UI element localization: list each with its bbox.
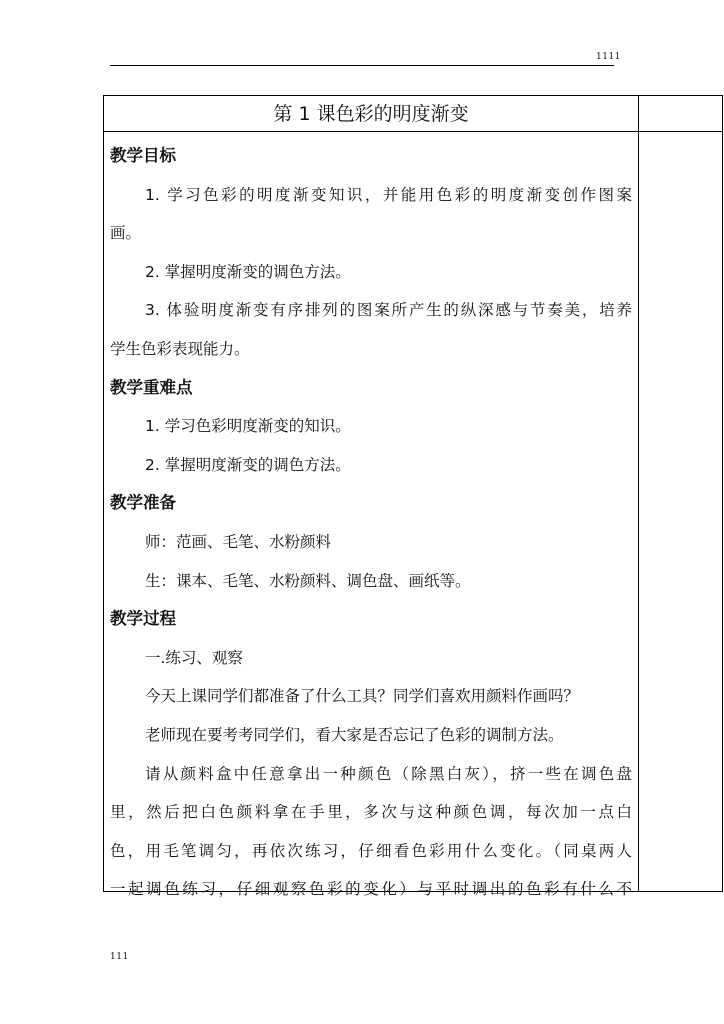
objective-3-line-1: 3. 体验明度渐变有序排列的图案所产生的纵深感与节奏美，培养 <box>145 301 632 320</box>
process-paragraph-3-line-2: 里，然后把白色颜料拿在手里，多次与这种颜色调，每次加一点白 <box>110 803 632 822</box>
table-column-divider <box>638 96 639 891</box>
process-paragraph-3-line-4: 一起调色练习，仔细观察色彩的变化）与平时调出的色彩有什么不 <box>110 880 632 899</box>
key-points-heading: 教学重难点 <box>110 377 193 397</box>
objective-1-line-1: 1. 学习色彩的明度渐变知识，并能用色彩的明度渐变创作图案 <box>145 185 632 204</box>
objective-2: 2. 掌握明度渐变的调色方法。 <box>145 262 351 281</box>
lesson-content <box>110 137 632 909</box>
process-paragraph-1: 今天上课同学们都准备了什么工具？同学们喜欢用颜料作画吗？ <box>145 687 580 706</box>
footer-page-mark: 111 <box>110 952 129 962</box>
key-point-2: 2. 掌握明度渐变的调色方法。 <box>145 455 351 474</box>
objective-1-line-2: 画。 <box>110 224 142 243</box>
objectives-heading: 教学目标 <box>110 146 176 165</box>
preparation-student: 生：课本、毛笔、水粉颜料、调色盘、画纸等。 <box>145 571 471 590</box>
process-paragraph-2: 老师现在要考考同学们，看大家是否忘记了色彩的调制方法。 <box>145 725 564 744</box>
table-row-divider <box>104 131 722 132</box>
lesson-title: 第 1 课色彩的明度渐变 <box>273 103 469 125</box>
preparation-heading: 教学准备 <box>110 493 176 513</box>
key-point-1: 1. 学习色彩明度渐变的知识。 <box>145 417 351 436</box>
objective-3-line-2: 学生色彩表现能力。 <box>110 339 250 358</box>
header-rule <box>110 65 614 66</box>
process-paragraph-3-line-3: 色，用毛笔调匀，再依次练习，仔细看色彩用什么变化。（同桌两人 <box>110 841 632 860</box>
header-page-mark: 1111 <box>596 52 621 62</box>
process-heading: 教学过程 <box>110 609 176 629</box>
preparation-teacher: 师：范画、毛笔、水粉颜料 <box>145 532 332 551</box>
process-step-1: 一.练习、观察 <box>145 648 243 667</box>
lesson-table <box>103 95 723 899</box>
process-paragraph-3-line-1: 请从颜料盒中任意拿出一种颜色（除黑白灰），挤一些在调色盘 <box>145 764 632 783</box>
